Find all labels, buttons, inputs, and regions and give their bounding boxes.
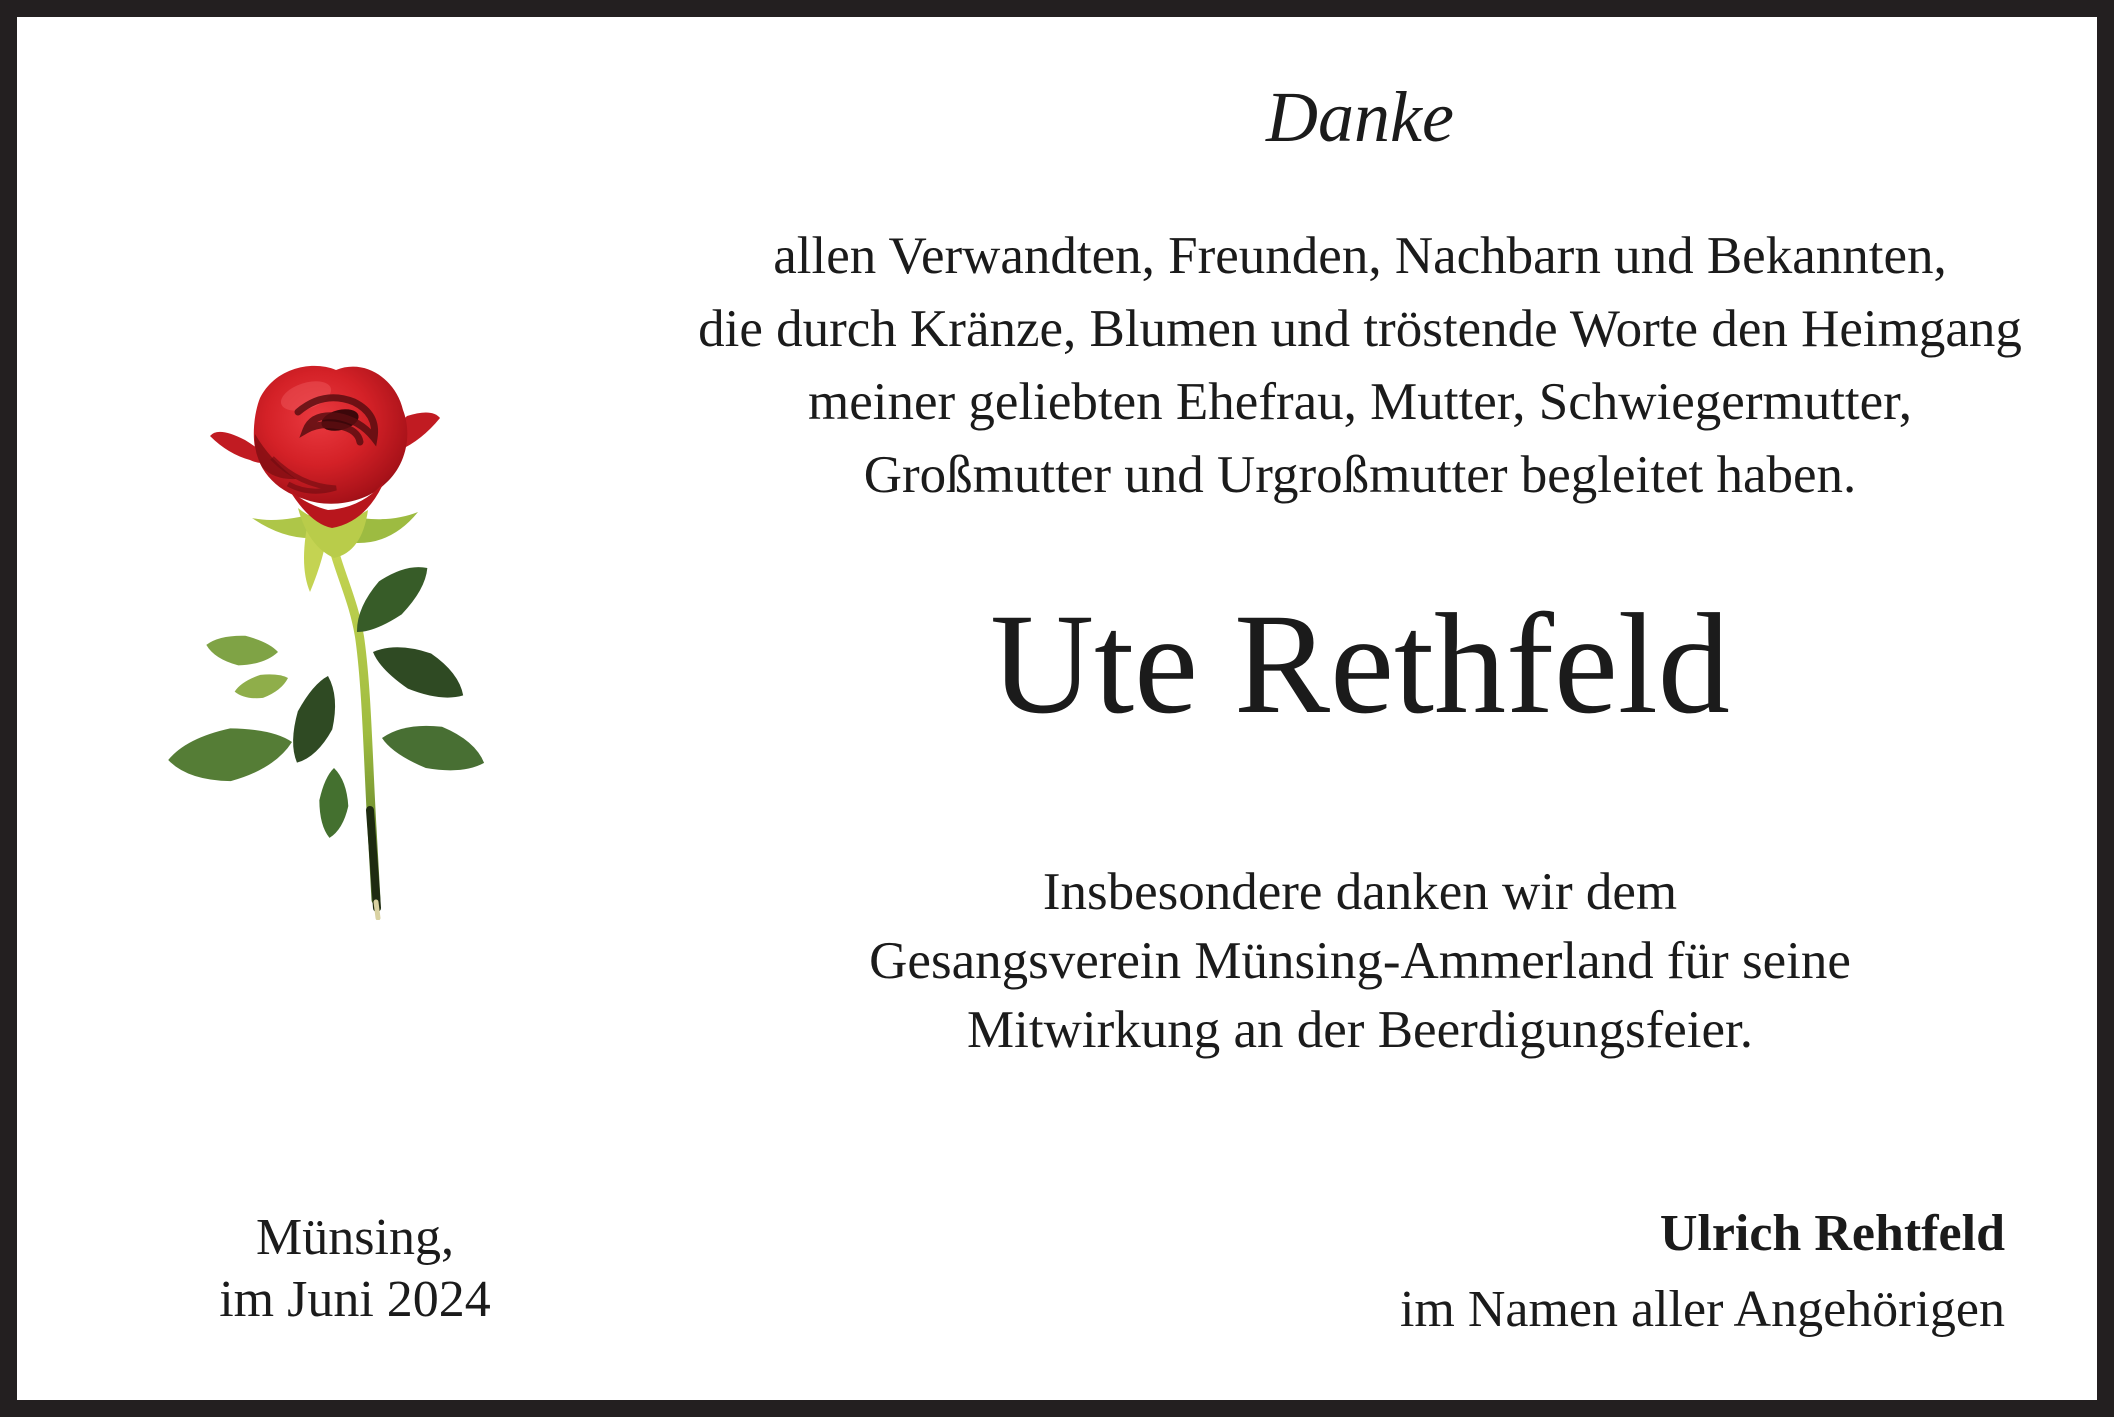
deceased-name: Ute Rethfeld [990, 585, 1730, 744]
date: im Juni 2024 [219, 1271, 491, 1328]
signature-name: Ulrich Rehtfeld [1659, 1205, 2005, 1262]
intro-line: allen Verwandten, Freunden, Nachbarn und Bekannten, [773, 227, 1947, 285]
thanks-line: Gesangsverein Münsing-Ammerland für seine [869, 932, 1851, 990]
thanks-line: Mitwirkung an der Beerdigungsfeier. [967, 1001, 1753, 1059]
signature-block [1400, 1196, 2005, 1348]
place-date-block [160, 1207, 550, 1331]
intro-line: meiner geliebten Ehefrau, Mutter, Schwiegermutter, [808, 373, 1912, 431]
card-title: Danke [1266, 77, 1454, 157]
intro-line: Großmutter und Urgroßmutter begleitet haben. [863, 446, 1857, 504]
intro-line: die durch Kränze, Blumen und tröstende Worte den Heimgang [698, 300, 2022, 358]
signature-subtitle: im Namen aller Angehörigen [1399, 1281, 2005, 1338]
thanks-paragraph [650, 858, 2070, 1065]
place: Münsing, [256, 1209, 454, 1266]
rose-image [160, 340, 490, 920]
intro-paragraph [650, 220, 2070, 512]
thanks-line: Insbesondere danken wir dem [1042, 863, 1678, 921]
